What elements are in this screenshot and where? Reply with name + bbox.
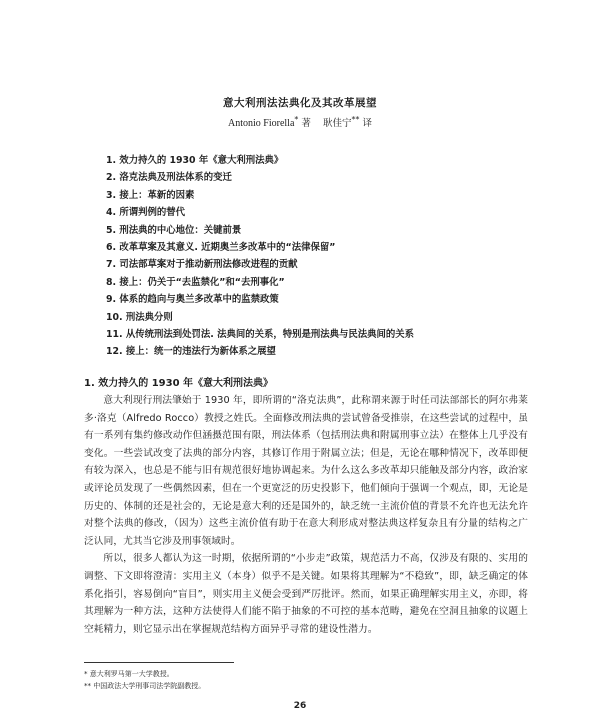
toc-item: 1. 效力持久的 1930 年《意大利刑法典》 [106,155,284,166]
footnote-divider [84,662,234,663]
toc-item: 10. 刑法典分则 [106,311,173,323]
toc-item: 12. 接上：统一的违法行为新体系之展望 [106,346,276,358]
author-role: 著 [301,118,311,130]
byline [0,115,600,129]
section-heading: 1. 效力持久的 1930 年《意大利刑法典》 [84,378,274,389]
author-footnote-mark: * [294,115,299,124]
toc-item: 5. 刑法典的中心地位：关键前景 [106,224,242,236]
toc-item: 11. 从传统刑法到处罚法. 法典间的关系，特别是刑法典与民法典间的关系 [106,328,414,340]
translator-footnote-mark: ** [351,115,360,124]
translator-name: 耿佳宁 [323,118,352,130]
toc-item: 8. 接上：仍关于“去监禁化”和“去刑事化” [106,276,285,288]
toc-item: 4. 所谓判例的替代 [106,207,185,219]
section-body [84,392,528,638]
translator-role: 译 [362,118,372,130]
article-title: 意大利刑法法典化及其改革展望 [223,97,377,109]
toc-item: 6. 改革草案及其意义. 近期奥兰多改革中的“法律保留” [106,241,336,253]
footnote: * 意大利罗马第一大学教授。 [84,670,174,678]
page-number: 26 [293,701,307,711]
footnote: ** 中国政法大学刑事司法学院副教授。 [84,682,206,690]
body-paragraph: 意大利现行刑法肇始于 1930 年，即所谓的“洛克法典”，此称谓来源于时任司法部部长的阿尔弗莱多·洛克（Alfredo Rocco）教授之姓氏。全面修改刑法典的尝试曾备受推崇，在这些尝试的过程中，虽有一系列有集约修改动作但涵摄范围有限，刑法体系（包括刑法典和附属刑事立法）在整体上几乎没有变化。一些尝试改变了法典的部分内容，其修订作用于附属立法；但是，无论在哪种情况下，改革即便有较为深入，也总是不能与旧有规范很好地协调起来。为什么这么多改革却只能触及部分内容，政治家或评论员发现了一些偶然因素，但在一个更宽泛的历史投影下，他们倾向于强调一个观点，即，无论是历史的、体制的还是社会的，无论是意大利的还是国外的，缺乏统一主流价值的背景不允许也无法允许对整个法典的修改，（因为）这些主流价值有助于在意大利形成对整法典这样复杂且有分量的结构之广泛认同，尤其当它涉及刑事领域时。 [84,395,528,547]
toc-item: 3. 接上：革新的因素 [106,189,195,201]
toc-item: 9. 体系的趋向与奥兰多改革中的监禁政策 [106,294,279,306]
toc-item: 2. 洛克法典及刑法体系的变迁 [106,172,232,184]
toc-item: 7. 司法部草案对于推动新刑法修改进程的贡献 [106,259,298,271]
table-of-contents [106,152,546,361]
body-paragraph: 所以，很多人都认为这一时期，依据所谓的“小步走”政策，规范活力不高，仅涉及有限的、实用的调整、下文即将澄清：实用主义（本身）似乎不是关键。如果将其理解为“不稳致”，即，缺乏确定的体系化指引，容易倒向“盲目”，则实用主义便会受到严厉批评。然而，如果正确理解实用主义，亦即，将其理解为一种方法，这种方法使得人们能不陷于抽象的不可控的基本范畴，避免在空洞且抽象的议题上空耗精力，则它显示出在掌握规范结构方面异乎寻常的建设性潜力。 [84,553,528,635]
author-name: Antonio Fiorella [228,118,295,130]
